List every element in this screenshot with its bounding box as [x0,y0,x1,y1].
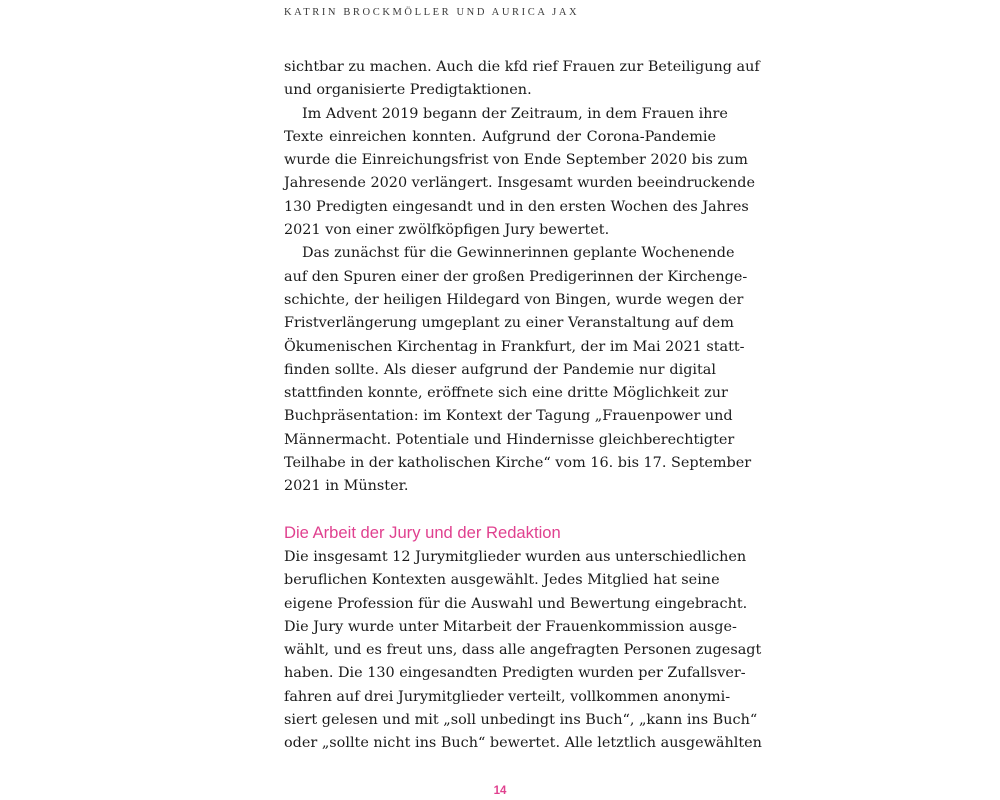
text-line: Männermacht. Potentiale und Hindernisse gleichberechtigter [284,431,735,448]
text-line: wurde die Einreichungsfrist von Ende September 2020 bis zum [284,152,748,169]
body-text-section-2 [284,546,762,756]
text-line: Die insgesamt 12 Jurymitglieder wurden aus unterschiedlichen [284,549,747,565]
body-text-section-1 [284,56,760,499]
text-line: siert gelesen und mit „soll unbedingt ins Buch“, „kann ins Buch“ [284,712,758,729]
text-line: fahren auf drei Jurymitglieder verteilt, vollkommen anonymi- [284,688,731,705]
page-number: 14 [493,785,507,797]
text-line: Fristverlängerung umgeplant zu einer Veranstaltung auf dem [284,315,734,332]
text-line: beruflichen Kontexten ausgewählt. Jedes Mitglied hat seine [284,572,720,589]
text-line: auf den Spuren einer der großen Predigerinnen der Kirchenge- [284,268,748,285]
text-line: 130 Predigten eingesandt und in den ersten Wochen des Jahres [284,198,749,215]
text-line: Buchpräsentation: im Kontext der Tagung „Frauenpower und [284,408,733,425]
text-line: Im Advent 2019 begann der Zeitraum, in dem Frauen ihre [302,105,728,122]
text-line: haben. Die 130 eingesandten Predigten wurden per Zufallsver- [284,665,746,682]
text-line: stattfinden konnte, eröffnete sich eine dritte Möglichkeit zur [284,385,728,402]
text-line: Das zunächst für die Gewinnerinnen geplante Wochenende [302,245,735,262]
text-line: schichte, der heiligen Hildegard von Bingen, wurde wegen der [284,291,744,308]
text-line: oder „sollte nicht ins Buch“ bewertet. Alle letztlich ausgewählten [284,735,762,752]
text-line: eigene Profession für die Auswahl und Bewertung eingebracht. [284,595,748,612]
text-line: Ökumenischen Kirchentag in Frankfurt, der im Mai 2021 statt- [284,338,745,355]
text-line: Die Jury wurde unter Mitarbeit der Frauenkommission ausge- [284,618,737,635]
text-line: wählt, und es freut uns, dass alle angefragten Personen zugesagt [284,642,762,659]
text-line: Teilhabe in der katholischen Kirche“ vom 16. bis 17. September [284,455,752,472]
text-line: 2021 von einer zwölfköpfigen Jury bewertet. [284,222,610,239]
text-line: 2021 in Münster. [284,478,409,495]
text-line: finden sollte. Als dieser aufgrund der Pandemie nur digital [284,361,716,378]
text-line: sichtbar zu machen. Auch die kfd rief Frauen zur Beteiligung auf [284,59,760,75]
text-line: Texte einreichen konnten. Aufgrund der Corona-Pandemie [284,128,716,145]
section-heading: Die Arbeit der Jury und der Redaktion [284,523,561,542]
text-line: Jahresende 2020 verlängert. Insgesamt wurden beeindruckende [284,175,756,192]
running-head: KATRIN BROCKMÖLLER UND AURICA JAX [284,7,580,18]
text-line: und organisierte Predigtaktionen. [284,82,532,99]
